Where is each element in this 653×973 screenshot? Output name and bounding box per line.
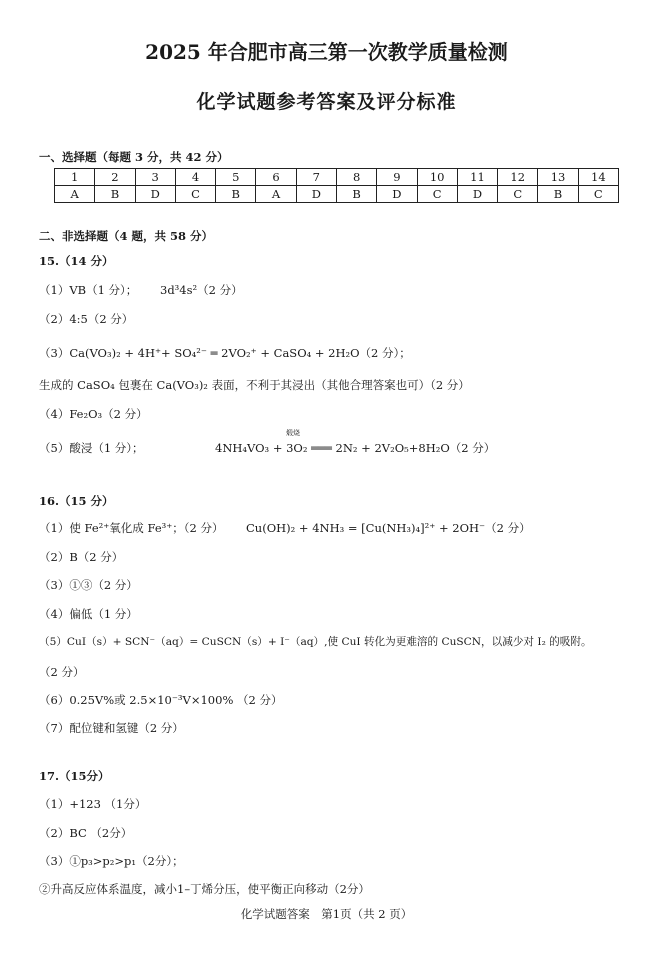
q16-answer-3: （3）①③（2 分） (39, 578, 138, 592)
answer-cell: A (55, 186, 95, 203)
q15-title: 15.（14 分） (39, 254, 114, 268)
q15-reaction-condition: 煅烧 (286, 429, 300, 437)
question-number-cell: 13 (538, 169, 578, 186)
question-number-cell: 6 (256, 169, 296, 186)
q16-title: 16.（15 分） (39, 494, 114, 508)
q16-answer-6: （6）0.25V%或 2.5×10⁻³V×100% （2 分） (39, 693, 283, 707)
question-number-cell: 3 (135, 169, 175, 186)
answer-cell: B (95, 186, 135, 203)
q15-answer-5b: 4NH₄VO₃ + 3O₂ ═══ 2N₂ + 2V₂O₅+8H₂O（2 分） (215, 441, 496, 455)
q17-title: 17.（15分） (39, 769, 110, 783)
answer-table (54, 168, 619, 203)
answer-cell: C (175, 186, 215, 203)
answer-cell: C (417, 186, 457, 203)
question-number-cell: 8 (336, 169, 376, 186)
question-number-cell: 12 (498, 169, 538, 186)
answer-cell: D (377, 186, 417, 203)
q15-answer-2: （2）4:5（2 分） (39, 312, 134, 326)
question-number-cell: 2 (95, 169, 135, 186)
q16-answer-4: （4）偏低（1 分） (39, 607, 138, 621)
q16-answer-1a: （1）使 Fe²⁺氧化成 Fe³⁺；（2 分） (39, 521, 224, 535)
q15-answer-3: （3）Ca(VO₃)₂ + 4H⁺+ SO₄²⁻ ═ 2VO₂⁺ + CaSO₄ + 2H₂O（2 分）； (39, 346, 411, 360)
question-number-cell: 14 (578, 169, 618, 186)
page-footer: 化学试题答案 第1页（共 2 页） (240, 907, 413, 921)
answer-cell: C (498, 186, 538, 203)
answer-cell: C (578, 186, 618, 203)
answer-row (55, 186, 619, 203)
q15-answer-1a: （1）VB（1 分）； (39, 283, 138, 297)
q16-answer-7: （7）配位键和氢键（2 分） (39, 721, 184, 735)
part2-heading: 二、非选择题（4 题，共 58 分） (39, 229, 214, 243)
exam-title: 2025 年合肥市高三第一次教学质量检测 (145, 40, 508, 64)
q15-answer-4: （4）Fe₂O₃（2 分） (39, 407, 148, 421)
answer-cell: B (336, 186, 376, 203)
answer-cell: A (256, 186, 296, 203)
q17-answer-3-2: ②升高反应体系温度，减小1–丁烯分压，使平衡正向移动（2分） (39, 882, 370, 896)
q16-answer-5-score: （2 分） (39, 665, 85, 679)
q17-answer-2: （2）BC （2分） (39, 826, 133, 840)
question-number-cell: 7 (296, 169, 336, 186)
q16-answer-5: （5）CuI（s）+ SCN⁻（aq）= CuSCN（s）+ I⁻（aq）,使 CuI 转化为更难溶的 CuSCN，以减少对 I₂ 的吸附。 (39, 636, 592, 648)
q17-answer-1: （1）+123 （1分） (39, 797, 147, 811)
question-number-row (55, 169, 619, 186)
answer-cell: D (135, 186, 175, 203)
question-number-cell: 5 (216, 169, 256, 186)
answer-cell: B (216, 186, 256, 203)
q15-answer-1b: 3d³4s²（2 分） (160, 283, 243, 297)
question-number-cell: 11 (457, 169, 497, 186)
answer-cell: D (296, 186, 336, 203)
part1-heading: 一、选择题（每题 3 分，共 42 分） (39, 150, 229, 164)
question-number-cell: 9 (377, 169, 417, 186)
document-subtitle: 化学试题参考答案及评分标准 (196, 91, 457, 113)
question-number-cell: 10 (417, 169, 457, 186)
q15-answer-5a: （5）酸浸（1 分）； (39, 441, 144, 455)
question-number-cell: 1 (55, 169, 95, 186)
answer-cell: B (538, 186, 578, 203)
answer-cell: D (457, 186, 497, 203)
question-number-cell: 4 (175, 169, 215, 186)
q16-answer-2: （2）B（2 分） (39, 550, 124, 564)
q16-answer-1b: Cu(OH)₂ + 4NH₃ = [Cu(NH₃)₄]²⁺ + 2OH⁻（2 分） (246, 521, 531, 535)
q17-answer-3: （3）①p₃>p₂>p₁（2分）； (39, 854, 184, 868)
q15-answer-3-explanation: 生成的 CaSO₄ 包裹在 Ca(VO₃)₂ 表面，不利于其浸出（其他合理答案也可）（2 分） (39, 378, 470, 392)
